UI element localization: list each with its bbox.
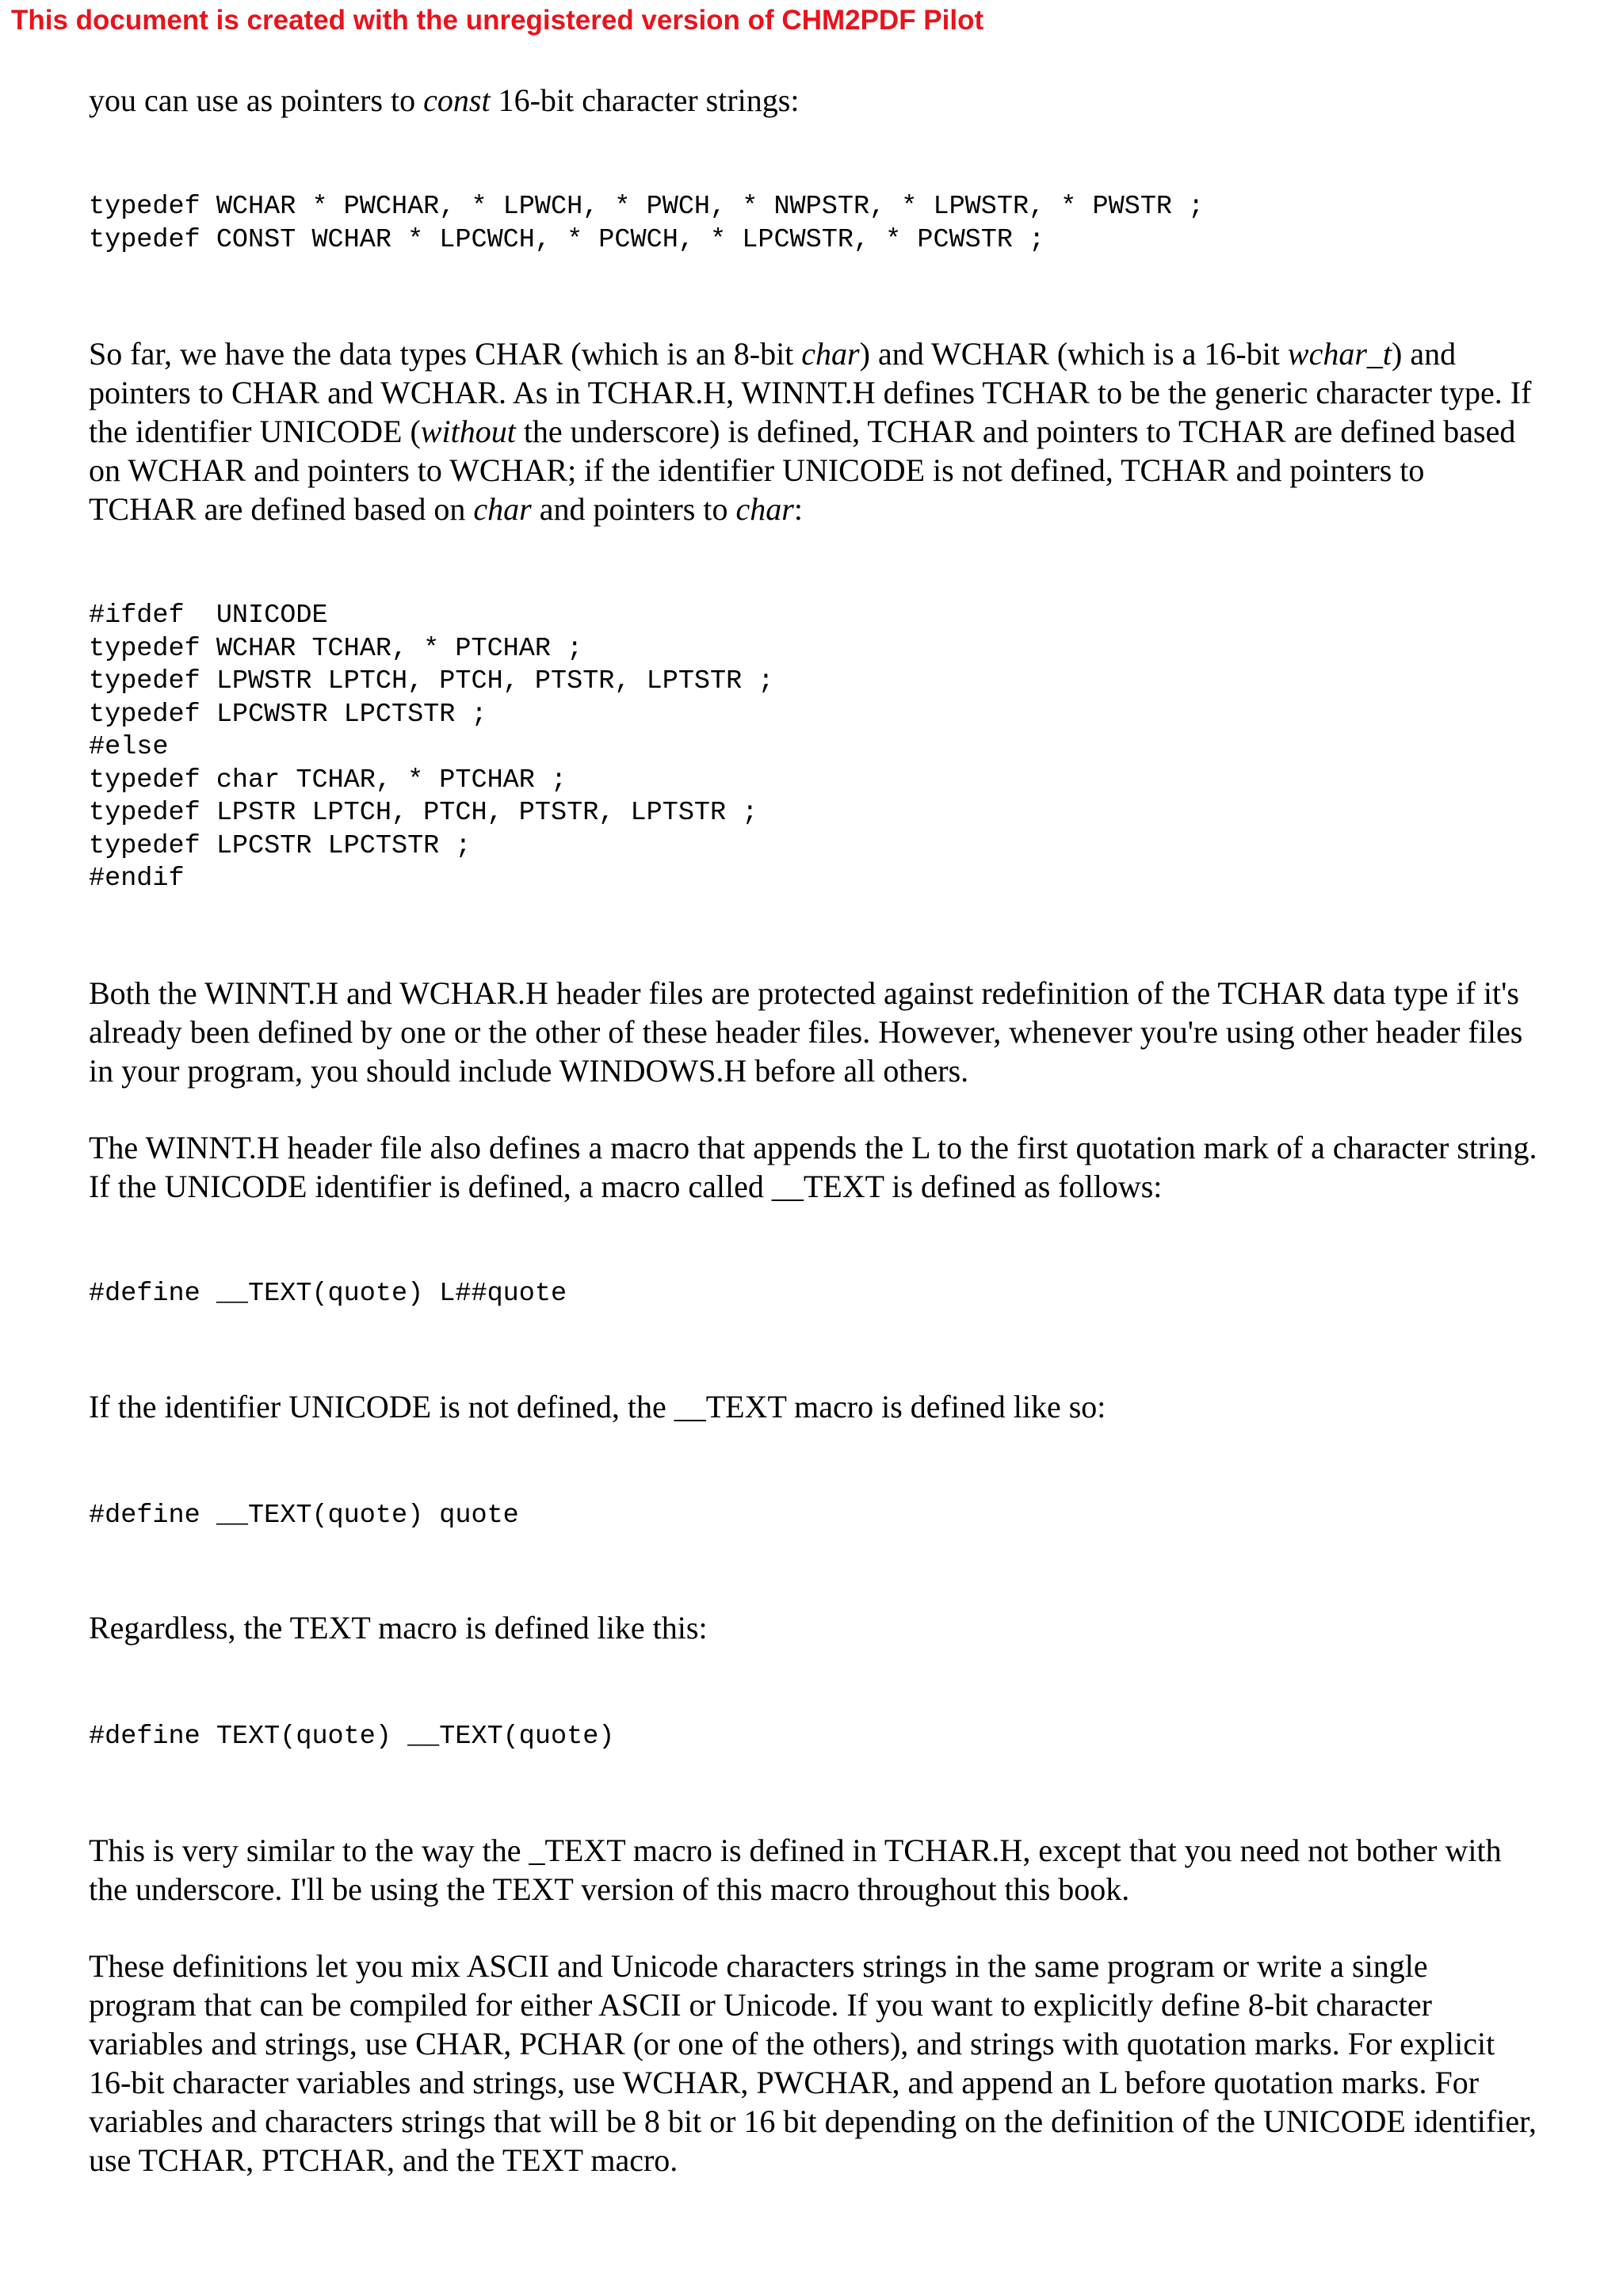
- emphasis-char: char: [473, 491, 532, 527]
- text-macro-intro-paragraph: The WINNT.H header file also defines a macro that appends the L to the first quotation mark of a character string. If the UNICODE identifier is defined, a macro called __TEXT is defined as follows:: [89, 1130, 1537, 1204]
- code-line: typedef LPSTR LPTCH, PTCH, PTSTR, LPTSTR ;: [89, 798, 758, 828]
- code-block-wchar-typedefs: [89, 191, 1204, 257]
- emphasis-char: char: [801, 336, 860, 372]
- not-defined-paragraph: If the identifier UNICODE is not defined, the __TEXT macro is defined like so:: [89, 1389, 1106, 1425]
- emphasis-const: const: [423, 82, 491, 118]
- text-run: you can use as pointers to: [89, 82, 424, 118]
- code-block-define-ascii: #define __TEXT(quote) quote: [89, 1501, 519, 1531]
- intro-paragraph: [89, 81, 1539, 120]
- code-line: typedef LPCSTR LPCTSTR ;: [89, 830, 472, 861]
- definitions-paragraph: These definitions let you mix ASCII and Unicode characters strings in the same program or write a single program that can be compiled for either ASCII or Unicode. If you want to explicitly define 8-bit character variables and strings, use CHAR, PCHAR (or one of the others), and strings with quotation marks. For explicit 16-bit character variables and strings, use WCHAR, PWCHAR, and append an L before quotation marks. For variables and characters strings that will be 8 bit or 16 bit depending on the definition of the UNICODE identifier, use TCHAR, PTCHAR, and the TEXT macro.: [89, 1948, 1537, 2178]
- code-line: typedef LPCWSTR LPCTSTR ;: [89, 699, 487, 730]
- code-line: #endif: [89, 864, 185, 894]
- text-run: ) and pointers to CHAR and WCHAR. As in TCHAR.H, WINNT.H defines TCHAR to be the generic character type. If the identifier UNICODE (: [89, 336, 1532, 449]
- code-line: #ifdef UNICODE: [89, 601, 328, 631]
- header-files-paragraph: Both the WINNT.H and WCHAR.H header files are protected against redefinition of the TCHAR data type if it's already been defined by one or the other of these header files. However, whenever you're using other header files in your program, you should include WINDOWS.H before all others.: [89, 975, 1523, 1089]
- tchar-explanation-paragraph: [89, 334, 1539, 528]
- text-run: :: [793, 491, 803, 527]
- code-block-tchar-ifdef: [89, 600, 773, 896]
- regardless-paragraph: Regardless, the TEXT macro is defined like this:: [89, 1610, 708, 1646]
- text-run: and pointers to: [531, 491, 736, 527]
- text-run: the underscore) is defined, TCHAR and pointers to TCHAR are defined based on WCHAR and pointers to WCHAR; if the identifier UNICODE is not defined, TCHAR and pointers to TCHAR are defined based on: [89, 414, 1516, 527]
- text-run: So far, we have the data types CHAR (which is an 8-bit: [89, 336, 802, 372]
- code-line: typedef WCHAR TCHAR, * PTCHAR ;: [89, 633, 583, 664]
- emphasis-char: char: [735, 491, 794, 527]
- code-line: typedef WCHAR * PWCHAR, * LPWCH, * PWCH, * NWPSTR, * LPWSTR, * PWSTR ;: [89, 192, 1205, 222]
- code-line: typedef LPWSTR LPTCH, PTCH, PTSTR, LPTSTR ;: [89, 666, 774, 696]
- emphasis-without: without: [420, 414, 516, 449]
- code-line: typedef CONST WCHAR * LPCWCH, * PCWCH, * LPCWSTR, * PCWSTR ;: [89, 224, 1045, 255]
- code-block-define-text: #define TEXT(quote) __TEXT(quote): [89, 1722, 615, 1752]
- emphasis-wchar-t: wchar_t: [1287, 336, 1392, 372]
- code-line: #else: [89, 732, 169, 762]
- watermark-banner: This document is created with the unregistered version of CHM2PDF Pilot: [11, 5, 984, 36]
- text-run: ) and WCHAR (which is a 16-bit: [859, 336, 1288, 372]
- text-run: 16-bit character strings:: [490, 82, 800, 118]
- code-line: typedef char TCHAR, * PTCHAR ;: [89, 765, 567, 795]
- similar-paragraph: This is very similar to the way the _TEXT macro is defined in TCHAR.H, except that you need not bother with the underscore. I'll be using the TEXT version of this macro throughout this book.: [89, 1833, 1502, 1907]
- code-block-define-unicode: #define __TEXT(quote) L##quote: [89, 1279, 567, 1309]
